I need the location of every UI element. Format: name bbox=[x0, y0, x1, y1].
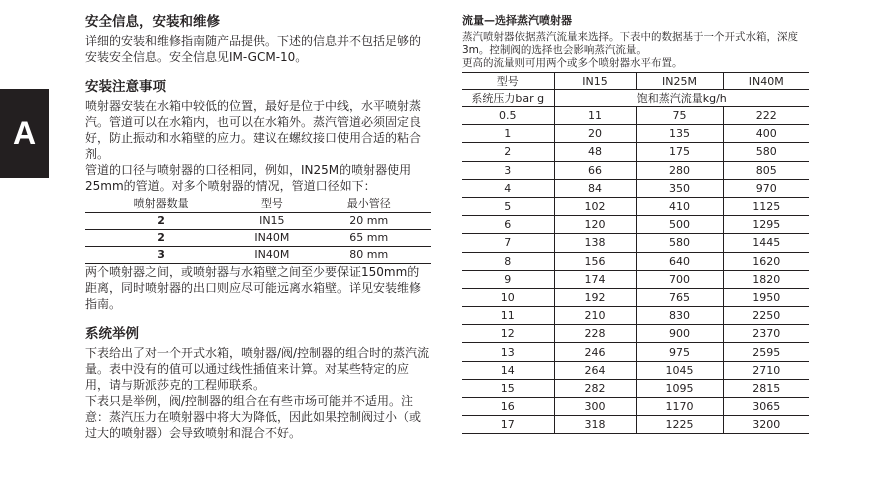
flow-header-model: 型号 bbox=[462, 73, 554, 90]
flow-cell-in40m: 2250 bbox=[723, 307, 809, 325]
flow-cell-pressure: 4 bbox=[462, 179, 554, 197]
right-column bbox=[462, 14, 809, 434]
table-row bbox=[462, 379, 809, 397]
flow-cell-in40m: 2815 bbox=[723, 379, 809, 397]
table-row bbox=[462, 361, 809, 379]
safety-section bbox=[85, 14, 431, 65]
flow-cell-in25m: 410 bbox=[636, 197, 723, 215]
flow-cell-in40m: 1445 bbox=[723, 234, 809, 252]
flow-cell-in25m: 765 bbox=[636, 288, 723, 306]
flow-table-body bbox=[462, 107, 809, 434]
installation-text-1: 喷射器安装在水箱中较低的位置，最好是位于中线，水平喷射蒸汽。管道可以在水箱内，也可以在水箱外。蒸汽管道必须固定良好，防止振动和水箱壁的应力。建议在螺纹接口使用合适的粘合剂。 bbox=[85, 99, 422, 161]
pipe-header-count: 喷射器数量 bbox=[85, 196, 237, 213]
flow-cell-pressure: 12 bbox=[462, 325, 554, 343]
flow-cell-pressure: 9 bbox=[462, 270, 554, 288]
installation-heading: 安装注意事项 bbox=[85, 79, 166, 95]
flow-cell-in15: 174 bbox=[554, 270, 636, 288]
flow-cell-in40m: 2595 bbox=[723, 343, 809, 361]
safety-text: 详细的安装和维修指南随产品提供。下述的信息并不包括足够的安装安全信息。安全信息见IM-GCM-10。 bbox=[85, 34, 422, 64]
example-section bbox=[85, 326, 431, 441]
flow-description-2: 更高的流量则可用两个或多个喷射器水平布置。 bbox=[462, 57, 683, 69]
flow-cell-in25m: 640 bbox=[636, 252, 723, 270]
table-row bbox=[462, 398, 809, 416]
flow-cell-in15: 210 bbox=[554, 307, 636, 325]
flow-cell-in25m: 1225 bbox=[636, 416, 723, 434]
flow-cell-in15: 246 bbox=[554, 343, 636, 361]
pipe-header-model: 型号 bbox=[237, 196, 306, 213]
flow-cell-pressure: 2 bbox=[462, 143, 554, 161]
installation-section bbox=[85, 79, 431, 312]
flow-cell-in15: 66 bbox=[554, 161, 636, 179]
flow-cell-in40m: 2370 bbox=[723, 325, 809, 343]
flow-cell-in25m: 175 bbox=[636, 143, 723, 161]
pipe-table-header-row bbox=[85, 196, 431, 213]
example-heading: 系统举例 bbox=[85, 326, 139, 342]
flow-table-subheader-row bbox=[462, 90, 809, 107]
flow-subheader-pressure: 系统压力bar g bbox=[462, 90, 554, 107]
flow-cell-in40m: 1620 bbox=[723, 252, 809, 270]
table-row bbox=[462, 288, 809, 306]
pipe-cell-model: IN40M bbox=[237, 230, 306, 247]
flow-cell-pressure: 6 bbox=[462, 216, 554, 234]
table-row bbox=[462, 325, 809, 343]
flow-cell-pressure: 8 bbox=[462, 252, 554, 270]
flow-cell-in40m: 1820 bbox=[723, 270, 809, 288]
flow-cell-in15: 318 bbox=[554, 416, 636, 434]
pipe-cell-size: 80 mm bbox=[306, 247, 431, 264]
flow-cell-in25m: 1045 bbox=[636, 361, 723, 379]
table-row bbox=[462, 125, 809, 143]
pipe-cell-model: IN40M bbox=[237, 247, 306, 264]
flow-cell-in15: 48 bbox=[554, 143, 636, 161]
table-row bbox=[462, 252, 809, 270]
pipe-cell-count: 3 bbox=[85, 247, 237, 264]
table-row bbox=[462, 197, 809, 215]
installation-text-3: 两个喷射器之间，或喷射器与水箱壁之间至少要保证150mm的距离，同时喷射器的出口则应尽可能远离水箱壁。详见安装维修指南。 bbox=[85, 265, 422, 311]
flow-cell-in15: 228 bbox=[554, 325, 636, 343]
flow-cell-in25m: 75 bbox=[636, 107, 723, 125]
flow-cell-pressure: 13 bbox=[462, 343, 554, 361]
safety-heading: 安全信息，安装和维修 bbox=[85, 14, 220, 30]
flow-cell-in25m: 280 bbox=[636, 161, 723, 179]
flow-cell-in15: 300 bbox=[554, 398, 636, 416]
table-row bbox=[462, 143, 809, 161]
flow-cell-pressure: 17 bbox=[462, 416, 554, 434]
pipe-header-min-size: 最小管径 bbox=[306, 196, 431, 213]
flow-cell-in25m: 350 bbox=[636, 179, 723, 197]
flow-cell-in15: 192 bbox=[554, 288, 636, 306]
flow-cell-in40m: 580 bbox=[723, 143, 809, 161]
flow-cell-in15: 102 bbox=[554, 197, 636, 215]
left-column bbox=[85, 14, 431, 455]
table-row bbox=[462, 234, 809, 252]
table-row bbox=[85, 230, 431, 247]
flow-cell-in40m: 3065 bbox=[723, 398, 809, 416]
section-tab-letter: A bbox=[12, 115, 37, 151]
example-text-1: 下表给出了对一个开式水箱，喷射器/阀/控制器的组合时的蒸汽流量。表中没有的值可以通过线性插值来计算。对某些特定的应用，请与斯派莎克的工程师联系。 bbox=[85, 346, 430, 392]
flow-cell-in25m: 580 bbox=[636, 234, 723, 252]
flow-cell-in40m: 805 bbox=[723, 161, 809, 179]
pipe-cell-size: 65 mm bbox=[306, 230, 431, 247]
flow-cell-pressure: 1 bbox=[462, 125, 554, 143]
table-row bbox=[85, 213, 431, 230]
flow-cell-in25m: 1095 bbox=[636, 379, 723, 397]
flow-cell-in15: 156 bbox=[554, 252, 636, 270]
pipe-cell-count: 2 bbox=[85, 213, 237, 230]
pipe-cell-count: 2 bbox=[85, 230, 237, 247]
flow-cell-in25m: 900 bbox=[636, 325, 723, 343]
flow-cell-in40m: 1295 bbox=[723, 216, 809, 234]
flow-cell-pressure: 7 bbox=[462, 234, 554, 252]
flow-cell-in40m: 970 bbox=[723, 179, 809, 197]
flow-cell-in40m: 1125 bbox=[723, 197, 809, 215]
flow-cell-pressure: 15 bbox=[462, 379, 554, 397]
pipe-cell-size: 20 mm bbox=[306, 213, 431, 230]
table-row bbox=[85, 247, 431, 264]
flow-table-header-row bbox=[462, 73, 809, 90]
flow-cell-in40m: 3200 bbox=[723, 416, 809, 434]
flow-cell-in25m: 700 bbox=[636, 270, 723, 288]
table-row bbox=[462, 216, 809, 234]
table-row bbox=[462, 270, 809, 288]
flow-cell-pressure: 16 bbox=[462, 398, 554, 416]
flow-cell-in15: 120 bbox=[554, 216, 636, 234]
flow-cell-in15: 264 bbox=[554, 361, 636, 379]
flow-description-1: 蒸汽喷射器依据蒸汽流量来选择。下表中的数据基于一个开式水箱，深度3m。控制阀的选择也会影响蒸汽流量。 bbox=[462, 31, 798, 56]
flow-cell-in25m: 500 bbox=[636, 216, 723, 234]
flow-cell-in15: 138 bbox=[554, 234, 636, 252]
table-row bbox=[462, 179, 809, 197]
flow-cell-in40m: 1950 bbox=[723, 288, 809, 306]
flow-subheader-flow: 饱和蒸汽流量kg/h bbox=[554, 90, 809, 107]
flow-cell-in25m: 1170 bbox=[636, 398, 723, 416]
example-text-2: 下表只是举例，阀/控制器的组合在有些市场可能并不适用。注意：蒸汽压力在喷射器中将大为降低，因此如果控制阀过小（或过大的喷射器）会导致喷射和混合不好。 bbox=[85, 394, 422, 440]
flow-cell-in15: 282 bbox=[554, 379, 636, 397]
flow-cell-in25m: 135 bbox=[636, 125, 723, 143]
flow-cell-in15: 11 bbox=[554, 107, 636, 125]
flow-cell-in25m: 975 bbox=[636, 343, 723, 361]
flow-header-in40m: IN40M bbox=[723, 73, 809, 90]
flow-header-in25m: IN25M bbox=[636, 73, 723, 90]
flow-cell-in25m: 830 bbox=[636, 307, 723, 325]
flow-cell-in40m: 2710 bbox=[723, 361, 809, 379]
flow-table bbox=[462, 72, 809, 434]
flow-cell-in40m: 400 bbox=[723, 125, 809, 143]
flow-cell-in15: 84 bbox=[554, 179, 636, 197]
flow-cell-pressure: 3 bbox=[462, 161, 554, 179]
installation-text-2: 管道的口径与喷射器的口径相同，例如，IN25M的喷射器使用25mm的管道。对多个喷射器的情况，管道口径如下： bbox=[85, 163, 412, 193]
flow-heading: 流量—选择蒸汽喷射器 bbox=[462, 14, 572, 27]
table-row bbox=[462, 107, 809, 125]
pipe-cell-model: IN15 bbox=[237, 213, 306, 230]
table-row bbox=[462, 416, 809, 434]
flow-header-in15: IN15 bbox=[554, 73, 636, 90]
table-row bbox=[462, 343, 809, 361]
flow-cell-pressure: 11 bbox=[462, 307, 554, 325]
table-row bbox=[462, 161, 809, 179]
pipe-size-table bbox=[85, 196, 431, 264]
flow-cell-pressure: 14 bbox=[462, 361, 554, 379]
flow-cell-pressure: 0.5 bbox=[462, 107, 554, 125]
flow-cell-pressure: 10 bbox=[462, 288, 554, 306]
flow-cell-in15: 20 bbox=[554, 125, 636, 143]
table-row bbox=[462, 307, 809, 325]
flow-cell-pressure: 5 bbox=[462, 197, 554, 215]
section-tab bbox=[0, 89, 49, 178]
flow-cell-in40m: 222 bbox=[723, 107, 809, 125]
